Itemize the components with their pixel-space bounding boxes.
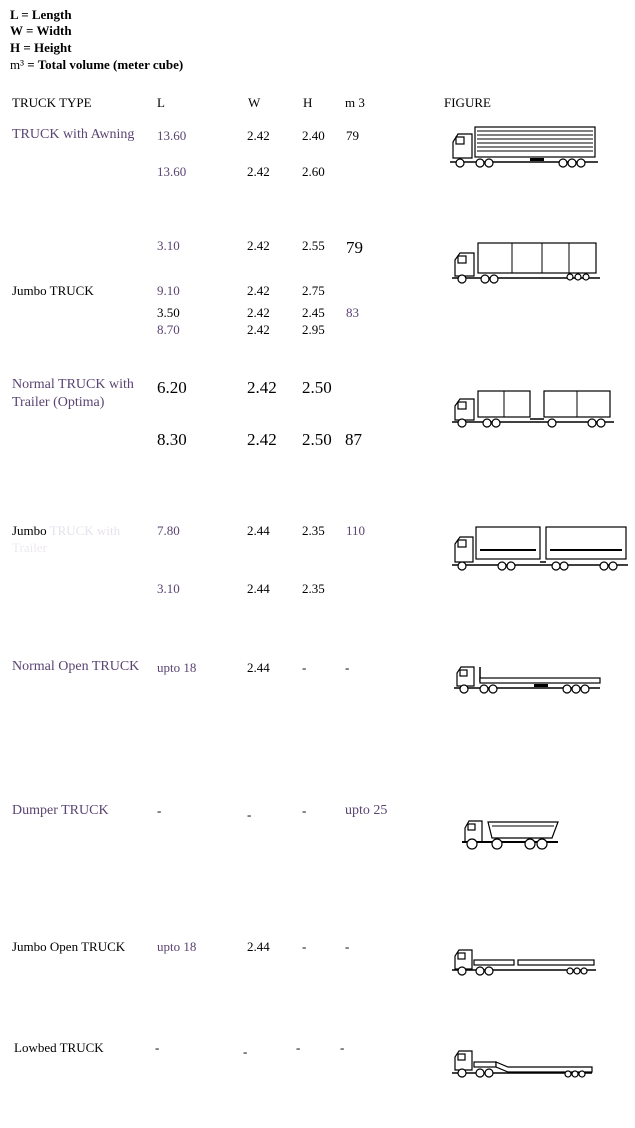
dumper-name: Dumper TRUCK bbox=[12, 803, 109, 818]
awning-r2-l: 13.60 bbox=[157, 164, 187, 179]
optima-truck-trailer-icon bbox=[452, 386, 617, 430]
awning-truck-icon bbox=[450, 122, 600, 170]
jumbo2-name bbox=[12, 523, 120, 539]
lowbed-h: - bbox=[296, 1040, 301, 1055]
open-m3: - bbox=[345, 660, 350, 675]
legend-volume bbox=[10, 57, 183, 73]
legend-length: L = Length bbox=[10, 7, 72, 22]
jumbo2-r1-m3: 110 bbox=[346, 523, 366, 538]
lowbed-name: Lowbed TRUCK bbox=[14, 1040, 104, 1055]
jumbo1-r4-l: 8.70 bbox=[157, 322, 180, 337]
jumbo2-r1-h: 2.35 bbox=[302, 523, 325, 538]
jumbo2-name-faded: TRUCK with bbox=[49, 523, 121, 538]
jumboopen-w: 2.44 bbox=[247, 939, 270, 954]
jumbo1-r1-l: 3.10 bbox=[157, 238, 180, 253]
open-l: upto 18 bbox=[157, 660, 197, 675]
header-figure: FIGURE bbox=[444, 95, 491, 110]
jumbo1-r1-h: 2.55 bbox=[302, 238, 325, 253]
jumbo2-r2-w: 2.44 bbox=[247, 581, 270, 596]
open-truck-icon bbox=[454, 664, 604, 696]
dumper-l: - bbox=[157, 803, 162, 818]
jumbo2-r1-l: 7.80 bbox=[157, 523, 180, 538]
awning-r1-m3: 79 bbox=[346, 128, 359, 143]
open-w: 2.44 bbox=[247, 660, 270, 675]
optima-r2-l: 8.30 bbox=[157, 430, 187, 449]
jumboopen-h: - bbox=[302, 939, 307, 954]
jumbo2-r1-w: 2.44 bbox=[247, 523, 270, 538]
jumbo2-name-faded2: Trailer bbox=[12, 540, 47, 555]
awning-r2-w: 2.42 bbox=[247, 164, 270, 179]
jumboopen-name: Jumbo Open TRUCK bbox=[12, 939, 126, 954]
jumbo1-r2-l: 9.10 bbox=[157, 283, 180, 298]
header-truck-type: TRUCK TYPE bbox=[12, 95, 92, 110]
jumbo1-r2-h: 2.75 bbox=[302, 283, 325, 298]
jumbo2-r2-l: 3.10 bbox=[157, 581, 180, 596]
lowbed-w: - bbox=[243, 1044, 248, 1059]
jumbo1-r4-h: 2.95 bbox=[302, 322, 325, 337]
awning-name: TRUCK with Awning bbox=[12, 127, 135, 142]
optima-r2-h: 2.50 bbox=[302, 430, 332, 449]
jumbo1-r1-w: 2.42 bbox=[247, 238, 270, 253]
jumbo1-r4-w: 2.42 bbox=[247, 322, 270, 337]
dumper-h: - bbox=[302, 803, 307, 818]
awning-r2-h: 2.60 bbox=[302, 164, 325, 179]
jumbo1-r1-m3: 79 bbox=[346, 238, 363, 257]
dumper-m3: upto 25 bbox=[345, 803, 388, 818]
m3-symbol: m³ bbox=[10, 57, 25, 72]
jumboopen-l: upto 18 bbox=[157, 939, 197, 954]
header-width: W bbox=[248, 95, 261, 110]
jumbo2-name-main: Jumbo bbox=[12, 523, 47, 538]
jumbo1-r3-w: 2.42 bbox=[247, 305, 270, 320]
lowbed-l: - bbox=[155, 1040, 160, 1055]
legend-volume-text: = Total volume (meter cube) bbox=[24, 57, 184, 72]
jumboopen-m3: - bbox=[345, 939, 350, 954]
optima-r1-w: 2.42 bbox=[247, 378, 277, 397]
jumbo1-r3-l: 3.50 bbox=[157, 305, 180, 320]
optima-name-line2: Trailer (Optima) bbox=[12, 395, 105, 410]
jumbo-trailer-icon bbox=[452, 522, 630, 572]
legend-width: W = Width bbox=[10, 23, 72, 38]
dumper-truck-icon bbox=[462, 814, 562, 852]
optima-r2-m3: 87 bbox=[345, 430, 362, 449]
open-name: Normal Open TRUCK bbox=[12, 659, 140, 674]
jumbo-open-truck-icon bbox=[452, 946, 600, 978]
header-height: H bbox=[303, 95, 313, 110]
dumper-w: - bbox=[247, 807, 252, 822]
optima-r1-h: 2.50 bbox=[302, 378, 332, 397]
header-volume: m 3 bbox=[345, 95, 365, 110]
awning-r1-l: 13.60 bbox=[157, 128, 187, 143]
jumbo1-r3-m3: 83 bbox=[346, 305, 359, 320]
jumbo1-name: Jumbo TRUCK bbox=[12, 283, 94, 298]
jumbo-truck-icon bbox=[452, 240, 602, 284]
awning-r1-w: 2.42 bbox=[247, 128, 270, 143]
header-length: L bbox=[157, 95, 165, 110]
lowbed-truck-icon bbox=[452, 1047, 597, 1079]
optima-r2-w: 2.42 bbox=[247, 430, 277, 449]
jumbo1-r3-h: 2.45 bbox=[302, 305, 325, 320]
legend-height: H = Height bbox=[10, 40, 72, 55]
lowbed-m3: - bbox=[340, 1040, 345, 1055]
optima-r1-l: 6.20 bbox=[157, 378, 187, 397]
open-h: - bbox=[302, 660, 307, 675]
jumbo2-r2-h: 2.35 bbox=[302, 581, 325, 596]
optima-name-line1: Normal TRUCK with bbox=[12, 377, 134, 392]
awning-r1-h: 2.40 bbox=[302, 128, 325, 143]
jumbo1-r2-w: 2.42 bbox=[247, 283, 270, 298]
